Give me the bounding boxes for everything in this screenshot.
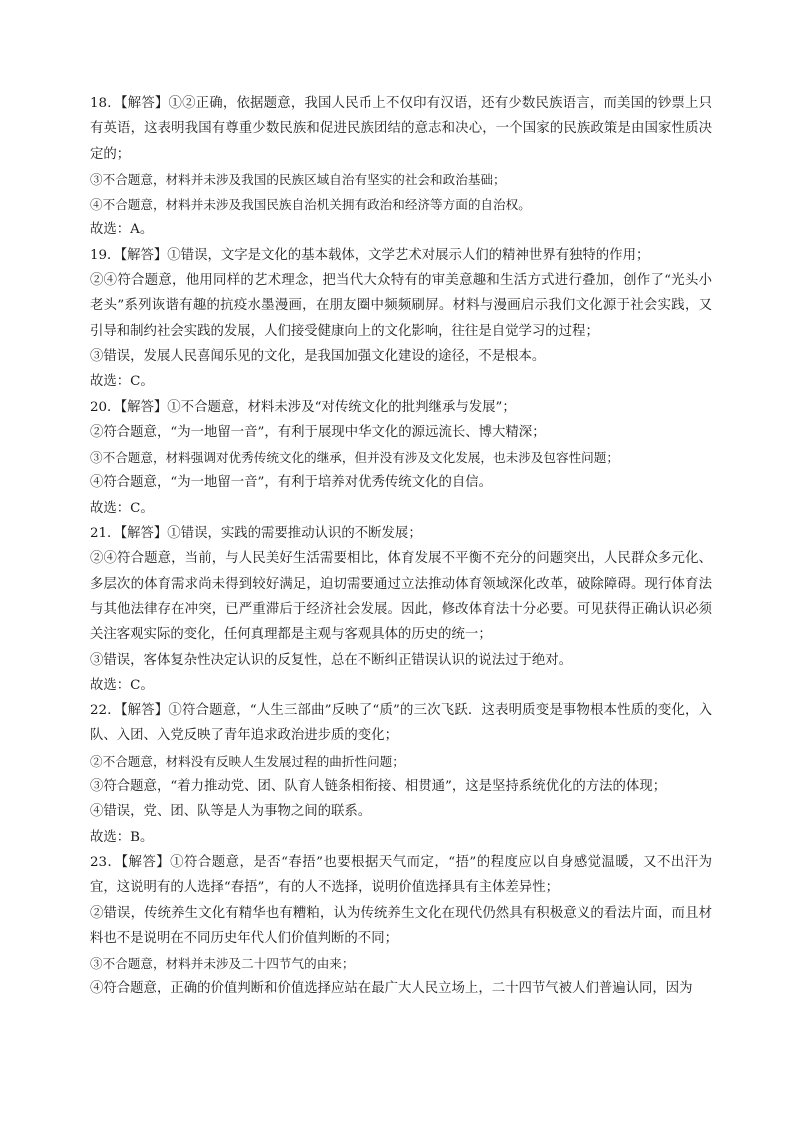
paragraph-q21-answer: 21．【解答】①错误，实践的需要推动认识的不断发展；: [90, 526, 422, 542]
paragraph-q22-item4: ④错误，党、团、队等是人为事物之间的联系。: [90, 804, 372, 820]
paragraph-q18-item4: ④不合题意，材料并未涉及我国民族自治机关拥有政治和经济等方面的自治权。: [90, 197, 531, 213]
paragraph-q22-choice: 故选：B。: [90, 829, 154, 845]
paragraph-q18-answer: 18．【解答】①②正确，依据题意，我国人民币上不仅印有汉语，还有少数民族语言，而美国的钞票上只有英语，这表明我国有尊重少数民族和促进民族团结的意志和决心，一个国家的民族政策是由国家性质决定的；: [90, 96, 712, 162]
paragraph-q19-item3: ③错误，发展人民喜闻乐见的文化，是我国加强文化建设的途径，不是根本。: [90, 348, 546, 364]
paragraph-q19-item24: ②④符合题意，他用同样的艺术理念，把当代大众特有的审美意趣和生活方式进行叠加，创作了“光头小老头”系列诙谐有趣的抗疫水墨漫画，在朋友圈中频频刷屏。材料与漫画启示我们文化源于社会实践，又引导和制约社会实践的发展，人们接受健康向上的文化影响，往往是自觉学习的过程；: [90, 273, 712, 339]
paragraph-q19-answer: 19．【解答】①错误，文字是文化的基本载体，文学艺术对展示人们的精神世界有独特的作用；: [90, 247, 650, 263]
paragraph-q22-item2: ②不合题意，材料没有反映人生发展过程的曲折性问题；: [90, 753, 405, 769]
paragraph-q20-answer: 20．【解答】①不合题意，材料未涉及“对传统文化的批判继承与发展”；: [90, 399, 516, 415]
paragraph-q18-item3: ③不合题意，材料并未涉及我国的民族区域自治有坚实的社会和政治基础；: [90, 171, 506, 187]
document-page: [90, 91, 712, 1002]
paragraph-q20-item4: ④符合题意，“为一地留一音”，有利于培养对优秀传统文化的自信。: [90, 475, 493, 491]
paragraph-q21-item3: ③错误，客体复杂性决定认识的反复性，总在不断纠正错误认识的说法过于绝对。: [90, 652, 573, 668]
paragraph-q20-item2: ②符合题意，“为一地留一音”，有利于展现中华文化的源远流长、博大精深；: [90, 424, 546, 440]
paragraph-q19-choice: 故选：C。: [90, 374, 154, 390]
paragraph-q21-choice: 故选：C。: [90, 677, 154, 693]
paragraph-q23-answer: 23．【解答】①符合题意，是否“春捂”也要根据天气而定，“捂”的程度应以自身感觉温暖，又不出汗为宜，这说明有的人选择“春捂”，有的人不选择，说明价值选择具有主体差异性；: [90, 854, 712, 896]
paragraph-q22-item3: ③符合题意，“着力推动党、团、队育人链条相衔接、相贯通”，这是坚持系统优化的方法的体现；: [90, 779, 667, 795]
paragraph-q23-item3: ③不合题意，材料并未涉及二十四节气的由来；: [90, 956, 355, 972]
paragraph-q23-item2: ②错误，传统养生文化有精华也有糟粕，认为传统养生文化在现代仍然具有积极意义的看法片面，而且材料也不是说明在不同历史年代人们价值判断的不同；: [90, 905, 712, 946]
paragraph-q21-item24: ②④符合题意，当前，与人民美好生活需要相比，体育发展不平衡不充分的问题突出，人民群众多元化、多层次的体育需求尚未得到较好满足，迫切需要通过立法推动体育领域深化改革，破除障碍。现行体育法与其他法律存在冲突，已严重滞后于经济社会发展。因此，修改体育法十分必要。可见获得正确认识必须关注客观实际的变化，任何真理都是主观与客观具体的历史的统一；: [90, 551, 712, 643]
paragraph-q20-choice: 故选：C。: [90, 500, 154, 516]
paragraph-q20-item3: ③不合题意，材料强调对优秀传统文化的继承，但并没有涉及文化发展，也未涉及包容性问题；: [90, 450, 619, 466]
paragraph-q22-answer: 22．【解答】①符合题意，“人生三部曲”反映了“质”的三次飞跃．这表明质变是事物根本性质的变化，入队、入团、入党反映了青年追求政治进步质的变化；: [90, 703, 712, 744]
paragraph-q18-choice: 故选：A。: [90, 222, 154, 238]
paragraph-q23-item4: ④符合题意，正确的价值判断和价值选择应站在最广大人民立场上，二十四节气被人们普遍认同，因为: [90, 981, 693, 997]
